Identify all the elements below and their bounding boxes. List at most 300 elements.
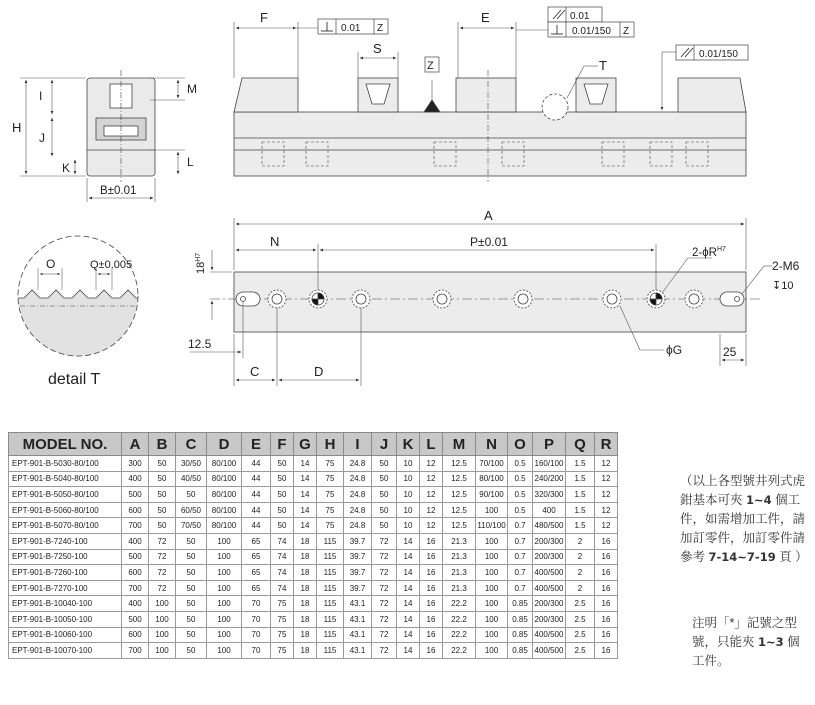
model-cell: EPT-901-B-10060-100 <box>9 627 122 643</box>
table-cell: 100 <box>207 533 242 549</box>
table-cell: 21.3 <box>443 580 476 596</box>
table-cell: 50 <box>176 611 207 627</box>
dim-G: ϕG <box>666 343 683 357</box>
dim-M6: 2-M6 <box>772 259 800 273</box>
table-cell: 72 <box>372 565 397 581</box>
dim-O: O <box>46 257 56 271</box>
table-cell: 18 <box>294 565 317 581</box>
col-L: L <box>420 433 443 456</box>
table-cell: 21.3 <box>443 533 476 549</box>
table-cell: 10 <box>397 471 420 487</box>
table-cell: 90/100 <box>476 487 508 503</box>
table-cell: 600 <box>122 565 149 581</box>
note-1-open: （ <box>680 474 693 488</box>
table-cell: 100 <box>149 611 176 627</box>
table-cell: 14 <box>397 611 420 627</box>
model-cell: EPT-901-B-7270-100 <box>9 580 122 596</box>
col-M: M <box>443 433 476 456</box>
table-cell: 70/100 <box>476 456 508 472</box>
table-row <box>9 643 618 659</box>
col-P: P <box>533 433 566 456</box>
table-cell: 14 <box>397 533 420 549</box>
table-cell: 1.5 <box>566 518 595 534</box>
table-cell: 80/100 <box>207 518 242 534</box>
table-cell: 50 <box>176 643 207 659</box>
table-cell: 65 <box>242 580 271 596</box>
table-cell: 1.5 <box>566 456 595 472</box>
model-cell: EPT-901-B-5060-80/100 <box>9 502 122 518</box>
dim-12-5: 12.5 <box>188 337 212 351</box>
table-cell: 2.5 <box>566 611 595 627</box>
table-cell: 1.5 <box>566 502 595 518</box>
table-cell: 14 <box>294 471 317 487</box>
model-cell: EPT-901-B-5050-80/100 <box>9 487 122 503</box>
table-cell: 22.2 <box>443 643 476 659</box>
table-cell: 14 <box>397 565 420 581</box>
table-cell: 50 <box>372 456 397 472</box>
note-2 <box>692 614 808 671</box>
table-cell: 50 <box>176 533 207 549</box>
table-cell: 400 <box>122 596 149 612</box>
table-cell: 50 <box>149 487 176 503</box>
table-cell: 43.1 <box>344 596 372 612</box>
table-cell: 24.8 <box>344 502 372 518</box>
col-A: A <box>122 433 149 456</box>
table-cell: 50 <box>149 471 176 487</box>
col-K: K <box>397 433 420 456</box>
table-cell: 24.8 <box>344 518 372 534</box>
tol-perp2-value: 0.01/150 <box>572 26 611 37</box>
table-cell: 43.1 <box>344 643 372 659</box>
detail-T-view <box>10 236 150 368</box>
table-cell: 12 <box>420 487 443 503</box>
table-cell: 0.85 <box>508 643 533 659</box>
table-row <box>9 611 618 627</box>
table-cell: 75 <box>317 487 344 503</box>
table-cell: 100 <box>207 643 242 659</box>
table-cell: 50 <box>149 502 176 518</box>
table-cell: 14 <box>294 518 317 534</box>
table-cell: 2 <box>566 565 595 581</box>
table-cell: 16 <box>595 643 618 659</box>
table-cell: 50 <box>271 502 294 518</box>
table-cell: 200/300 <box>533 596 566 612</box>
table-cell: 65 <box>242 549 271 565</box>
table-cell: 14 <box>294 456 317 472</box>
dim-M: M <box>187 82 197 96</box>
table-cell: 50 <box>372 518 397 534</box>
dim-K: K <box>62 161 71 175</box>
table-cell: 300 <box>122 456 149 472</box>
note-1-text-e: 頁 ） <box>779 550 808 564</box>
table-cell: 0.85 <box>508 611 533 627</box>
table-cell: 600 <box>122 627 149 643</box>
table-cell: 700 <box>122 643 149 659</box>
table-cell: 16 <box>595 580 618 596</box>
spec-table-header <box>9 433 618 456</box>
table-cell: 21.3 <box>443 565 476 581</box>
table-cell: 72 <box>372 596 397 612</box>
col-Q: Q <box>566 433 595 456</box>
table-cell: 115 <box>317 565 344 581</box>
table-cell: 2 <box>566 580 595 596</box>
table-cell: 39.7 <box>344 580 372 596</box>
table-cell: 24.8 <box>344 487 372 503</box>
table-cell: 0.85 <box>508 596 533 612</box>
table-cell: 100 <box>476 533 508 549</box>
table-row <box>9 502 618 518</box>
table-cell: 14 <box>294 502 317 518</box>
table-cell: 12.5 <box>443 487 476 503</box>
table-cell: 16 <box>420 565 443 581</box>
table-cell: 115 <box>317 580 344 596</box>
table-cell: 65 <box>242 565 271 581</box>
model-cell: EPT-901-B-10050-100 <box>9 611 122 627</box>
table-cell: 75 <box>317 456 344 472</box>
table-cell: 12.5 <box>443 456 476 472</box>
dim-J: J <box>39 131 45 145</box>
table-cell: 400/500 <box>533 627 566 643</box>
model-cell: EPT-901-B-10070-100 <box>9 643 122 659</box>
table-cell: 10 <box>397 487 420 503</box>
table-cell: 72 <box>372 627 397 643</box>
table-cell: 200/300 <box>533 549 566 565</box>
table-cell: 12 <box>420 471 443 487</box>
table-cell: 72 <box>149 565 176 581</box>
table-cell: 2.5 <box>566 643 595 659</box>
table-cell: 16 <box>595 533 618 549</box>
table-cell: 16 <box>420 533 443 549</box>
dim-18: $18^{H7}$ <box>195 252 207 274</box>
table-cell: 60/50 <box>176 502 207 518</box>
table-cell: 16 <box>420 580 443 596</box>
table-cell: 22.2 <box>443 611 476 627</box>
spec-table <box>8 432 618 659</box>
col-I: I <box>344 433 372 456</box>
table-cell: 16 <box>595 627 618 643</box>
table-cell: 14 <box>397 627 420 643</box>
dim-L: L <box>187 155 194 169</box>
table-cell: 72 <box>149 580 176 596</box>
table-cell: 115 <box>317 611 344 627</box>
note-2-count: 1~3 <box>758 635 784 649</box>
table-cell: 14 <box>397 596 420 612</box>
table-cell: 0.5 <box>508 456 533 472</box>
table-cell: 1.5 <box>566 487 595 503</box>
note-1 <box>680 472 810 567</box>
tol-par1-value: 0.01 <box>570 11 590 22</box>
table-row <box>9 627 618 643</box>
table-row <box>9 456 618 472</box>
col-O: O <box>508 433 533 456</box>
table-cell: 100 <box>476 549 508 565</box>
table-cell: 100 <box>207 611 242 627</box>
model-cell: EPT-901-B-7250-100 <box>9 549 122 565</box>
table-row <box>9 533 618 549</box>
table-cell: 18 <box>294 643 317 659</box>
table-row <box>9 565 618 581</box>
table-cell: 100 <box>207 580 242 596</box>
col-C: C <box>176 433 207 456</box>
table-cell: 74 <box>271 565 294 581</box>
table-cell: 200/300 <box>533 611 566 627</box>
datum-Z: Z <box>427 60 434 72</box>
table-cell: 480/500 <box>533 518 566 534</box>
note-1-text-a: 以上各型號井列式虎鉗基本可夾 <box>680 474 806 507</box>
tol-perp-datum: Z <box>377 23 384 34</box>
table-cell: 0.7 <box>508 565 533 581</box>
table-cell: 75 <box>317 518 344 534</box>
table-cell: 50 <box>271 518 294 534</box>
table-cell: 18 <box>294 627 317 643</box>
dim-25: 25 <box>723 345 737 359</box>
table-cell: 39.7 <box>344 533 372 549</box>
table-cell: 43.1 <box>344 627 372 643</box>
table-cell: 110/100 <box>476 518 508 534</box>
dim-P: P±0.01 <box>470 235 508 249</box>
table-cell: 100 <box>476 502 508 518</box>
table-cell: 100 <box>207 549 242 565</box>
table-cell: 18 <box>294 549 317 565</box>
table-cell: 400/500 <box>533 565 566 581</box>
table-cell: 44 <box>242 456 271 472</box>
table-cell: 72 <box>149 533 176 549</box>
table-cell: 75 <box>317 471 344 487</box>
table-cell: 72 <box>372 580 397 596</box>
table-cell: 0.7 <box>508 580 533 596</box>
table-cell: 80/100 <box>207 502 242 518</box>
table-row <box>9 518 618 534</box>
col-H: H <box>317 433 344 456</box>
table-cell: 18 <box>294 611 317 627</box>
dim-C: C <box>250 364 260 379</box>
table-cell: 50 <box>149 518 176 534</box>
table-cell: 1.5 <box>566 471 595 487</box>
table-cell: 74 <box>271 580 294 596</box>
table-cell: 50 <box>176 596 207 612</box>
table-cell: 39.7 <box>344 549 372 565</box>
table-cell: 160/100 <box>533 456 566 472</box>
table-cell: 12 <box>420 518 443 534</box>
table-cell: 50 <box>176 565 207 581</box>
dim-D: D <box>314 364 324 379</box>
dim-B: B±0.01 <box>100 185 137 197</box>
table-cell: 100 <box>207 596 242 612</box>
table-cell: 100 <box>207 627 242 643</box>
table-cell: 44 <box>242 502 271 518</box>
table-cell: 16 <box>420 643 443 659</box>
table-cell: 500 <box>122 549 149 565</box>
table-cell: 72 <box>372 611 397 627</box>
dim-F: F <box>260 10 268 25</box>
table-cell: 115 <box>317 643 344 659</box>
table-cell: 500 <box>122 487 149 503</box>
table-cell: 100 <box>476 627 508 643</box>
table-cell: 10 <box>397 456 420 472</box>
tolerance-frames <box>318 7 748 72</box>
side-view <box>87 70 155 182</box>
table-cell: 24.8 <box>344 471 372 487</box>
dim-M6-depth: ↧10 <box>772 280 794 292</box>
table-row <box>9 580 618 596</box>
table-cell: 2.5 <box>566 596 595 612</box>
table-cell: 12 <box>420 502 443 518</box>
table-cell: 50 <box>176 487 207 503</box>
note-2-text-a: 注明「*」記號之型號，只能夾 <box>692 616 797 649</box>
table-cell: 22.2 <box>443 596 476 612</box>
table-cell: 44 <box>242 471 271 487</box>
table-cell: 100 <box>149 596 176 612</box>
table-cell: 50 <box>372 502 397 518</box>
table-cell: 0.85 <box>508 627 533 643</box>
col-D: D <box>207 433 242 456</box>
table-cell: 14 <box>294 487 317 503</box>
table-cell: 12.5 <box>443 471 476 487</box>
table-cell: 0.7 <box>508 533 533 549</box>
table-cell: 74 <box>271 549 294 565</box>
col-J: J <box>372 433 397 456</box>
detail-ref-T: T <box>599 58 607 73</box>
table-cell: 240/200 <box>533 471 566 487</box>
table-cell: 39.7 <box>344 565 372 581</box>
table-cell: 12 <box>595 471 618 487</box>
table-cell: 44 <box>242 487 271 503</box>
spec-table-body <box>9 456 618 659</box>
table-cell: 50 <box>372 471 397 487</box>
dim-E: E <box>481 10 490 25</box>
note-2-text-c: 個工件。 <box>692 635 800 668</box>
table-cell: 16 <box>420 611 443 627</box>
note-1-text-c: 個工件，如需增加工件，請加訂零件，加訂零件請參考 <box>680 493 806 564</box>
table-cell: 400/500 <box>533 580 566 596</box>
table-cell: 2 <box>566 549 595 565</box>
table-cell: 18 <box>294 596 317 612</box>
table-cell: 50 <box>176 549 207 565</box>
table-cell: 30/50 <box>176 456 207 472</box>
table-cell: 18 <box>294 580 317 596</box>
table-cell: 100 <box>476 565 508 581</box>
table-cell: 0.5 <box>508 471 533 487</box>
table-cell: 400/500 <box>533 643 566 659</box>
table-cell: 12 <box>595 456 618 472</box>
table-cell: 80/100 <box>207 456 242 472</box>
table-cell: 12.5 <box>443 518 476 534</box>
table-cell: 12 <box>595 518 618 534</box>
table-cell: 24.8 <box>344 456 372 472</box>
table-cell: 72 <box>372 549 397 565</box>
table-cell: 500 <box>122 611 149 627</box>
table-cell: 75 <box>271 627 294 643</box>
dim-Q: Q±0.005 <box>90 259 133 271</box>
model-cell: EPT-901-B-5040-80/100 <box>9 471 122 487</box>
col-N: N <box>476 433 508 456</box>
table-row <box>9 596 618 612</box>
table-cell: 70/50 <box>176 518 207 534</box>
table-cell: 75 <box>317 502 344 518</box>
table-cell: 18 <box>294 533 317 549</box>
tol-par2-value: 0.01/150 <box>699 49 738 60</box>
table-cell: 2.5 <box>566 627 595 643</box>
table-cell: 16 <box>595 549 618 565</box>
table-cell: 14 <box>397 643 420 659</box>
table-cell: 65 <box>242 533 271 549</box>
table-cell: 0.5 <box>508 502 533 518</box>
dim-S: S <box>373 41 382 56</box>
col-B: B <box>149 433 176 456</box>
table-cell: 0.5 <box>508 487 533 503</box>
table-cell: 50 <box>271 487 294 503</box>
table-cell: 400 <box>533 502 566 518</box>
table-cell: 400 <box>122 533 149 549</box>
table-cell: 50 <box>176 627 207 643</box>
model-cell: EPT-901-B-7240-100 <box>9 533 122 549</box>
col-G: G <box>294 433 317 456</box>
table-cell: 75 <box>271 643 294 659</box>
table-cell: 50 <box>271 471 294 487</box>
dim-I: I <box>39 89 43 103</box>
tol-perp2-datum: Z <box>623 26 630 37</box>
table-cell: 75 <box>271 596 294 612</box>
table-cell: 50 <box>271 456 294 472</box>
table-cell: 50 <box>372 487 397 503</box>
table-cell: 100 <box>476 611 508 627</box>
dim-R: $2-\phi R^{H7}$ <box>692 246 726 259</box>
note-1-pages: 7-14~7-19 <box>708 550 776 564</box>
front-view <box>234 70 746 182</box>
model-cell: EPT-901-B-5070-80/100 <box>9 518 122 534</box>
table-cell: 16 <box>420 596 443 612</box>
table-cell: 70 <box>242 611 271 627</box>
table-cell: 43.1 <box>344 611 372 627</box>
table-cell: 320/300 <box>533 487 566 503</box>
dim-N: N <box>270 234 280 249</box>
table-cell: 0.7 <box>508 549 533 565</box>
table-cell: 115 <box>317 596 344 612</box>
table-cell: 80/100 <box>207 487 242 503</box>
top-view <box>210 272 760 332</box>
table-cell: 10 <box>397 502 420 518</box>
table-cell: 14 <box>397 580 420 596</box>
table-cell: 2 <box>566 533 595 549</box>
table-cell: 72 <box>149 549 176 565</box>
table-cell: 0.7 <box>508 518 533 534</box>
table-cell: 72 <box>372 533 397 549</box>
table-cell: 600 <box>122 502 149 518</box>
table-cell: 80/100 <box>207 471 242 487</box>
table-cell: 100 <box>149 643 176 659</box>
table-cell: 100 <box>476 596 508 612</box>
table-cell: 40/50 <box>176 471 207 487</box>
table-cell: 50 <box>176 580 207 596</box>
table-cell: 100 <box>149 627 176 643</box>
table-cell: 12.5 <box>443 502 476 518</box>
table-cell: 700 <box>122 518 149 534</box>
table-cell: 115 <box>317 533 344 549</box>
table-cell: 115 <box>317 549 344 565</box>
table-cell: 14 <box>397 549 420 565</box>
table-cell: 74 <box>271 533 294 549</box>
table-row <box>9 471 618 487</box>
model-cell: EPT-901-B-7260-100 <box>9 565 122 581</box>
col-model: MODEL NO. <box>9 433 122 456</box>
detail-T-label: detail T <box>48 371 101 388</box>
table-cell: 72 <box>372 643 397 659</box>
table-cell: 12 <box>420 456 443 472</box>
table-cell: 700 <box>122 580 149 596</box>
table-cell: 200/300 <box>533 533 566 549</box>
table-cell: 21.3 <box>443 549 476 565</box>
table-cell: 50 <box>149 456 176 472</box>
